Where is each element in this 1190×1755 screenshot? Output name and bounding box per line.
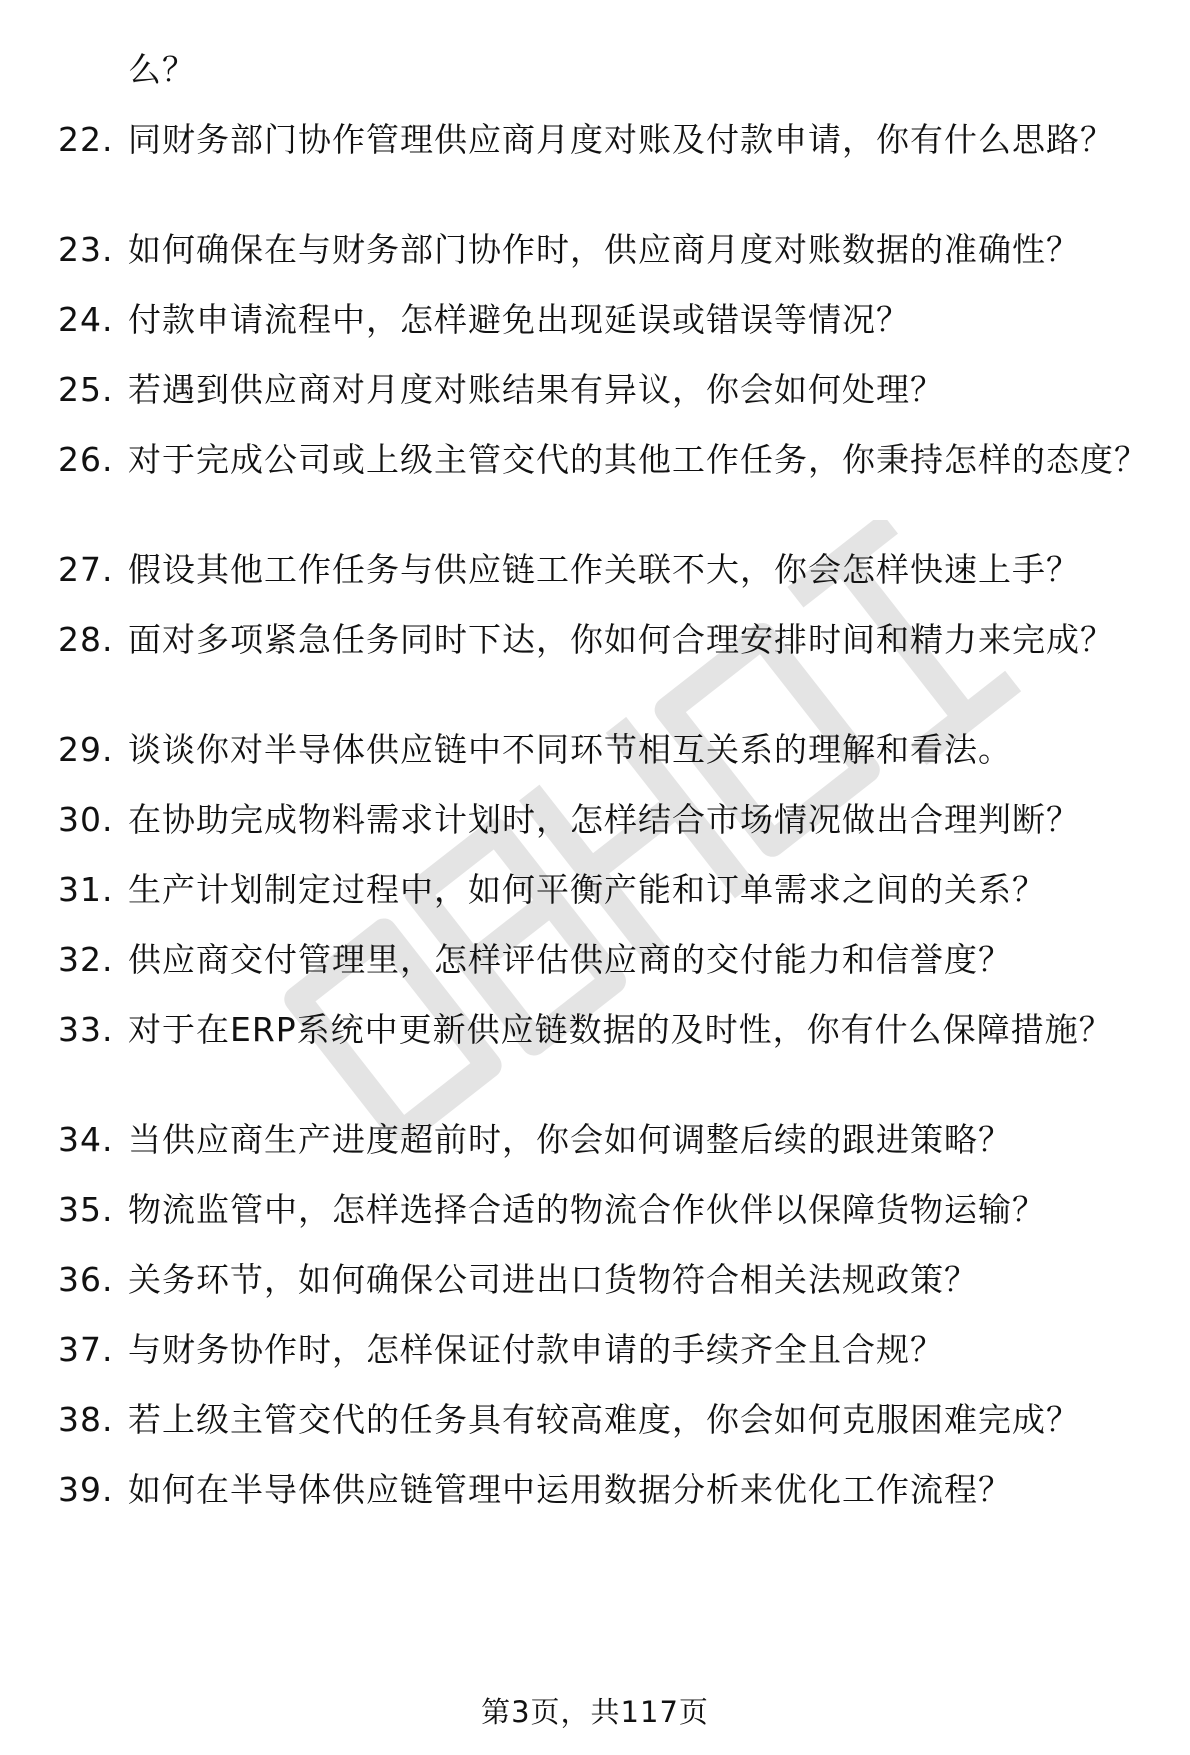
question-number: 33.: [58, 1010, 114, 1049]
question-text: 若遇到供应商对月度对账结果有异议，你会如何处理？: [128, 370, 944, 409]
question-number: 28.: [58, 620, 114, 659]
question-number: 32.: [58, 940, 114, 979]
continued-question-fragment: 么？: [128, 50, 196, 89]
question-text: 在协助完成物料需求计划时，怎样结合市场情况做出合理判断？: [128, 800, 1080, 839]
question-text: 对于完成公司或上级主管交代的其他工作任务，你秉持怎样的态度？: [128, 440, 1148, 479]
question-text: 供应商交付管理里，怎样评估供应商的交付能力和信誉度？: [128, 940, 1012, 979]
question-number: 24.: [58, 300, 114, 339]
question-text: 付款申请流程中，怎样避免出现延误或错误等情况？: [128, 300, 910, 339]
question-text: 生产计划制定过程中，如何平衡产能和订单需求之间的关系？: [128, 870, 1046, 909]
page-footer: 第3页，共117页: [481, 1695, 709, 1729]
question-number: 36.: [58, 1260, 114, 1299]
question-number: 25.: [58, 370, 114, 409]
question-number: 38.: [58, 1400, 114, 1439]
question-text: 当供应商生产进度超前时，你会如何调整后续的跟进策略？: [128, 1120, 1012, 1159]
question-text: 如何在半导体供应链管理中运用数据分析来优化工作流程？: [128, 1470, 1012, 1509]
question-number: 39.: [58, 1470, 114, 1509]
question-text: 对于在ERP系统中更新供应链数据的及时性，你有什么保障措施？: [128, 1010, 1113, 1049]
question-text: 若上级主管交代的任务具有较高难度，你会如何克服困难完成？: [128, 1400, 1080, 1439]
question-number: 35.: [58, 1190, 114, 1229]
question-text: 假设其他工作任务与供应链工作关联不大，你会怎样快速上手？: [128, 550, 1080, 589]
question-number: 26.: [58, 440, 114, 479]
question-number: 30.: [58, 800, 114, 839]
question-text: 面对多项紧急任务同时下达，你如何合理安排时间和精力来完成？: [128, 620, 1114, 659]
question-text: 同财务部门协作管理供应商月度对账及付款申请，你有什么思路？: [128, 120, 1114, 159]
question-text: 关务环节，如何确保公司进出口货物符合相关法规政策？: [128, 1260, 978, 1299]
question-number: 23.: [58, 230, 114, 269]
question-number: 29.: [58, 730, 114, 769]
question-number: 37.: [58, 1330, 114, 1369]
question-text: 与财务协作时，怎样保证付款申请的手续齐全且合规？: [128, 1330, 944, 1369]
question-number: 34.: [58, 1120, 114, 1159]
question-number: 22.: [58, 120, 114, 159]
question-text: 谈谈你对半导体供应链中不同环节相互关系的理解和看法。: [128, 730, 1012, 769]
question-number: 31.: [58, 870, 114, 909]
question-number: 27.: [58, 550, 114, 589]
question-text: 物流监管中，怎样选择合适的物流合作伙伴以保障货物运输？: [128, 1190, 1046, 1229]
question-text: 如何确保在与财务部门协作时，供应商月度对账数据的准确性？: [128, 230, 1080, 269]
